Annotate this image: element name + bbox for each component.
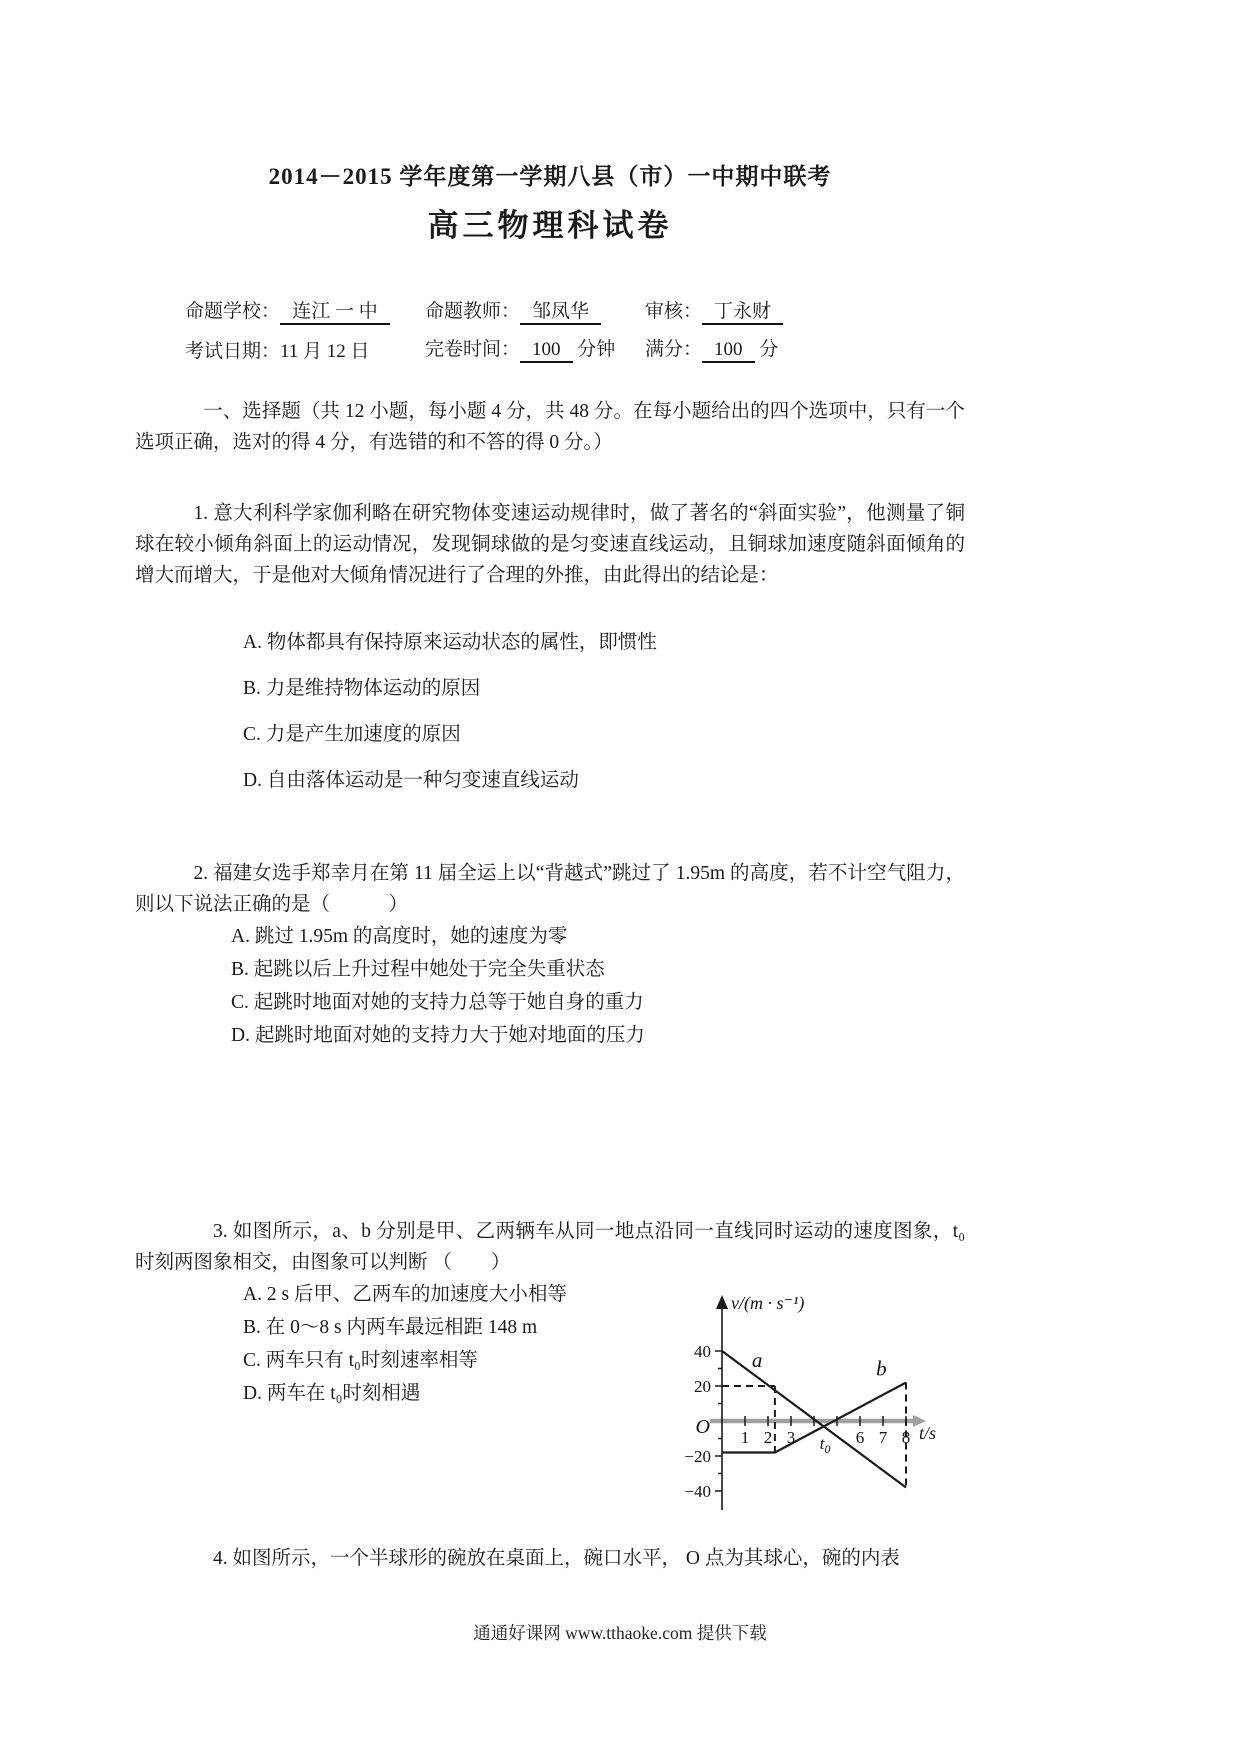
info-school (185, 296, 425, 325)
svg-text:3: 3 (786, 1428, 796, 1447)
question-1-options (243, 629, 965, 794)
question-4-stem: 4. 如图所示，一个半球形的碗放在桌面上，碗口水平， O 点为其球心，碗的内表 (213, 1548, 900, 1569)
question-1 (135, 498, 965, 813)
question-3-option-a: A. 2 s 后甲、乙两车的加速度大小相等 (243, 1284, 567, 1305)
date-label: 考试日期： (185, 341, 281, 362)
svg-text:t0: $t_0$ (819, 1434, 831, 1456)
question-1-option-c: C. 力是产生加速度的原因 (243, 724, 461, 745)
svg-text:7: 7 (878, 1428, 888, 1447)
school-value: 连江 一 中 (280, 296, 390, 325)
question-1-option-b: B. 力是维持物体运动的原因 (243, 678, 481, 699)
svg-text:t/s: t/s (919, 1423, 937, 1443)
question-4 (135, 1543, 965, 1574)
info-teacher (425, 296, 645, 325)
exam-session-title: 2014－2015 学年度第一学期八县（市）一中期中联考 (268, 164, 832, 189)
question-3-option-b: B. 在 0～8 s 内两车最远相距 148 m (243, 1317, 538, 1338)
reviewer-value: 丁永财 (702, 296, 783, 325)
teacher-label: 命题教师： (425, 301, 521, 322)
svg-text:−20: −20 (684, 1447, 711, 1466)
svg-text:20: 20 (694, 1377, 711, 1396)
velocity-time-graph (612, 1292, 957, 1527)
duration-unit: 分钟 (577, 339, 616, 360)
svg-text:6: 6 (855, 1428, 865, 1447)
question-1-option-d: D. 自由落体运动是一种匀变速直线运动 (243, 770, 579, 791)
info-duration (425, 334, 645, 363)
svg-text:a: a (751, 1347, 763, 1372)
question-2-stem: 2. 福建女选手郑幸月在第 11 届全运上以“背越式”跳过了 1.95m 的高度，若不计空气阻力，则以下说法正确的是（ ） (135, 863, 965, 915)
question-3-option-d: D. 两车在 t₀时刻相遇 (243, 1383, 421, 1404)
footer-watermark: 通通好课网 www.tthaoke.com 提供下载 (473, 1623, 767, 1643)
question-3-stem: 3. 如图所示，a、b 分别是甲、乙两辆车从同一地点沿同一直线同时运动的速度图象，t₀时刻两图象相交，由图象可以判断 （ ） (135, 1221, 965, 1273)
svg-text:2: 2 (763, 1428, 773, 1447)
svg-text:40: 40 (694, 1342, 711, 1361)
score-value: 100 (702, 339, 755, 363)
score-unit: 分 (759, 339, 779, 360)
reviewer-label: 审核： (645, 301, 703, 322)
duration-value: 100 (520, 339, 573, 363)
question-2-option-d: D. 起跳时地面对她的支持力大于她对地面的压力 (231, 1025, 645, 1046)
svg-text:b: b (876, 1356, 887, 1381)
question-1-stem: 1. 意大利科学家伽利略在研究物体变速运动规律时，做了著名的“斜面实验”，他测量了铜球在较小倾角斜面上的运动情况，发现铜球做的是匀变速直线运动，且铜球加速度随斜面倾角的增大而增大，于是他对大倾角情况进行了合理的外推，由此得出的结论是： (135, 503, 965, 586)
info-score (645, 334, 975, 363)
svg-text:O: O (695, 1416, 710, 1438)
date-value: 11 月 12 日 (280, 341, 370, 362)
exam-info-row-2 (185, 334, 975, 363)
question-1-option-a: A. 物体都具有保持原来运动状态的属性，即惯性 (243, 632, 657, 653)
svg-text:v/(m · s⁻¹): v/(m · s⁻¹) (731, 1293, 805, 1313)
question-3-option-c: C. 两车只有 t₀时刻速率相等 (243, 1350, 478, 1371)
question-2-option-b: B. 起跳以后上升过程中她处于完全失重状态 (231, 959, 605, 980)
question-2 (135, 858, 965, 1052)
teacher-value: 邹凤华 (520, 296, 601, 325)
q3-figure (612, 1292, 957, 1527)
svg-text:8: 8 (901, 1428, 911, 1447)
question-2-option-a: A. 跳过 1.95m 的高度时，她的速度为零 (231, 926, 568, 947)
question-2-options (231, 920, 965, 1052)
duration-label: 完卷时间： (425, 339, 521, 360)
school-label: 命题学校： (185, 301, 281, 322)
svg-text:−40: −40 (684, 1482, 711, 1501)
exam-info-row-1 (185, 296, 975, 325)
info-date (185, 336, 425, 363)
section-1-instructions: 一、选择题（共 12 小题，每小题 4 分，共 48 分。在每小题给出的四个选项中，只有一个选项正确，选对的得 4 分，有选错的和不答的得 0 分。） (135, 401, 965, 453)
score-label: 满分： (645, 339, 703, 360)
info-reviewer (645, 296, 975, 325)
svg-text:1: 1 (740, 1428, 750, 1447)
exam-subject-title: 高三物理科试卷 (427, 208, 673, 243)
question-2-option-c: C. 起跳时地面对她的支持力总等于她自身的重力 (231, 992, 644, 1013)
